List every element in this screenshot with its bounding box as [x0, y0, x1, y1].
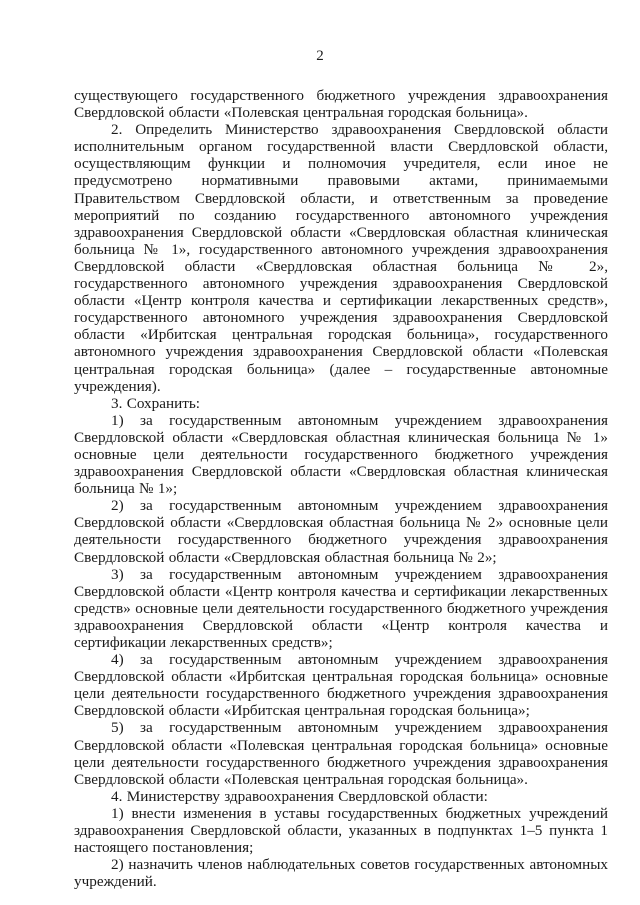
subitem-3-1: 1) за государственным автономным учреждением здравоохранения Свердловской области «Свердловская областная клиническая больница № 1» основные цели деятельности государственного бюджетного учреждения здравоохранения Свердловской области «Свердловская областная клиническая больница № 1»; [74, 411, 608, 498]
document-body [74, 87, 608, 890]
subitem-3-3: 3) за государственным автономным учреждением здравоохранения Свердловской области «Центр контроля качества и сертификации лекарственных средств» основные цели деятельности государственного бюджетного учреждения здравоохранения Свердловской области «Центр контроля качества и сертификации лекарственных средств»; [74, 565, 608, 651]
paragraph-continuation: существующего государственного бюджетного учреждения здравоохранения Свердловской области «Полевская центральная городская больница». [74, 87, 608, 122]
paragraph-item-2: 2. Определить Министерство здравоохранения Свердловской области исполнительным органом государственной власти Свердловской области, осуществляющим функции и полномочия учредителя, если иное не предусмотрено нормативными правовыми актами, принимаемыми Правительством Свердловской области, и ответственным за проведение мероприятий по созданию государственного автономного учреждения здравоохранения Свердловской области «Свердловская областная клиническая больница № 1», государственного автономного учреждения здравоохранения Свердловской области «Свердловская областная больница № 2», государственного автономного учреждения здравоохранения Свердловской области «Центр контроля качества и сертификации лекарственных средств», государственного автономного учреждения здравоохранения Свердловской области «Ирбитская центральная городская больница», государственного автономного учреждения здравоохранения Свердловской области «Полевская центральная городская больница» (далее – государственные автономные учреждения). [74, 121, 608, 395]
paragraph-item-4: 4. Министерству здравоохранения Свердловской области: [111, 787, 488, 805]
subitem-4-2: 2) назначить членов наблюдательных советов государственных автономных учреждений. [74, 856, 608, 891]
subitem-3-5: 5) за государственным автономным учреждением здравоохранения Свердловской области «Полевская центральная городская больница» основные цели деятельности государственного бюджетного учреждения здравоохранения Свердловской области «Полевская центральная городская больница». [74, 719, 608, 788]
paragraph-item-3: 3. Сохранить: [111, 394, 200, 412]
subitem-3-4: 4) за государственным автономным учреждением здравоохранения Свердловской области «Ирбитская центральная городская больница» основные цели деятельности государственного бюджетного учреждения здравоохранения Свердловской области «Ирбитская центральная городская больница»; [74, 651, 608, 720]
page-number: 2 [316, 48, 324, 64]
subitem-4-1: 1) внести изменения в уставы государственных бюджетных учреждений здравоохранения Свердловской области, указанных в подпунктах 1–5 пункта 1 настоящего постановления; [74, 804, 608, 857]
subitem-3-2: 2) за государственным автономным учреждением здравоохранения Свердловской области «Свердловская областная больница № 2» основные цели деятельности государственного бюджетного учреждения здравоохранения Свердловской области «Свердловская областная больница № 2»; [74, 497, 608, 566]
